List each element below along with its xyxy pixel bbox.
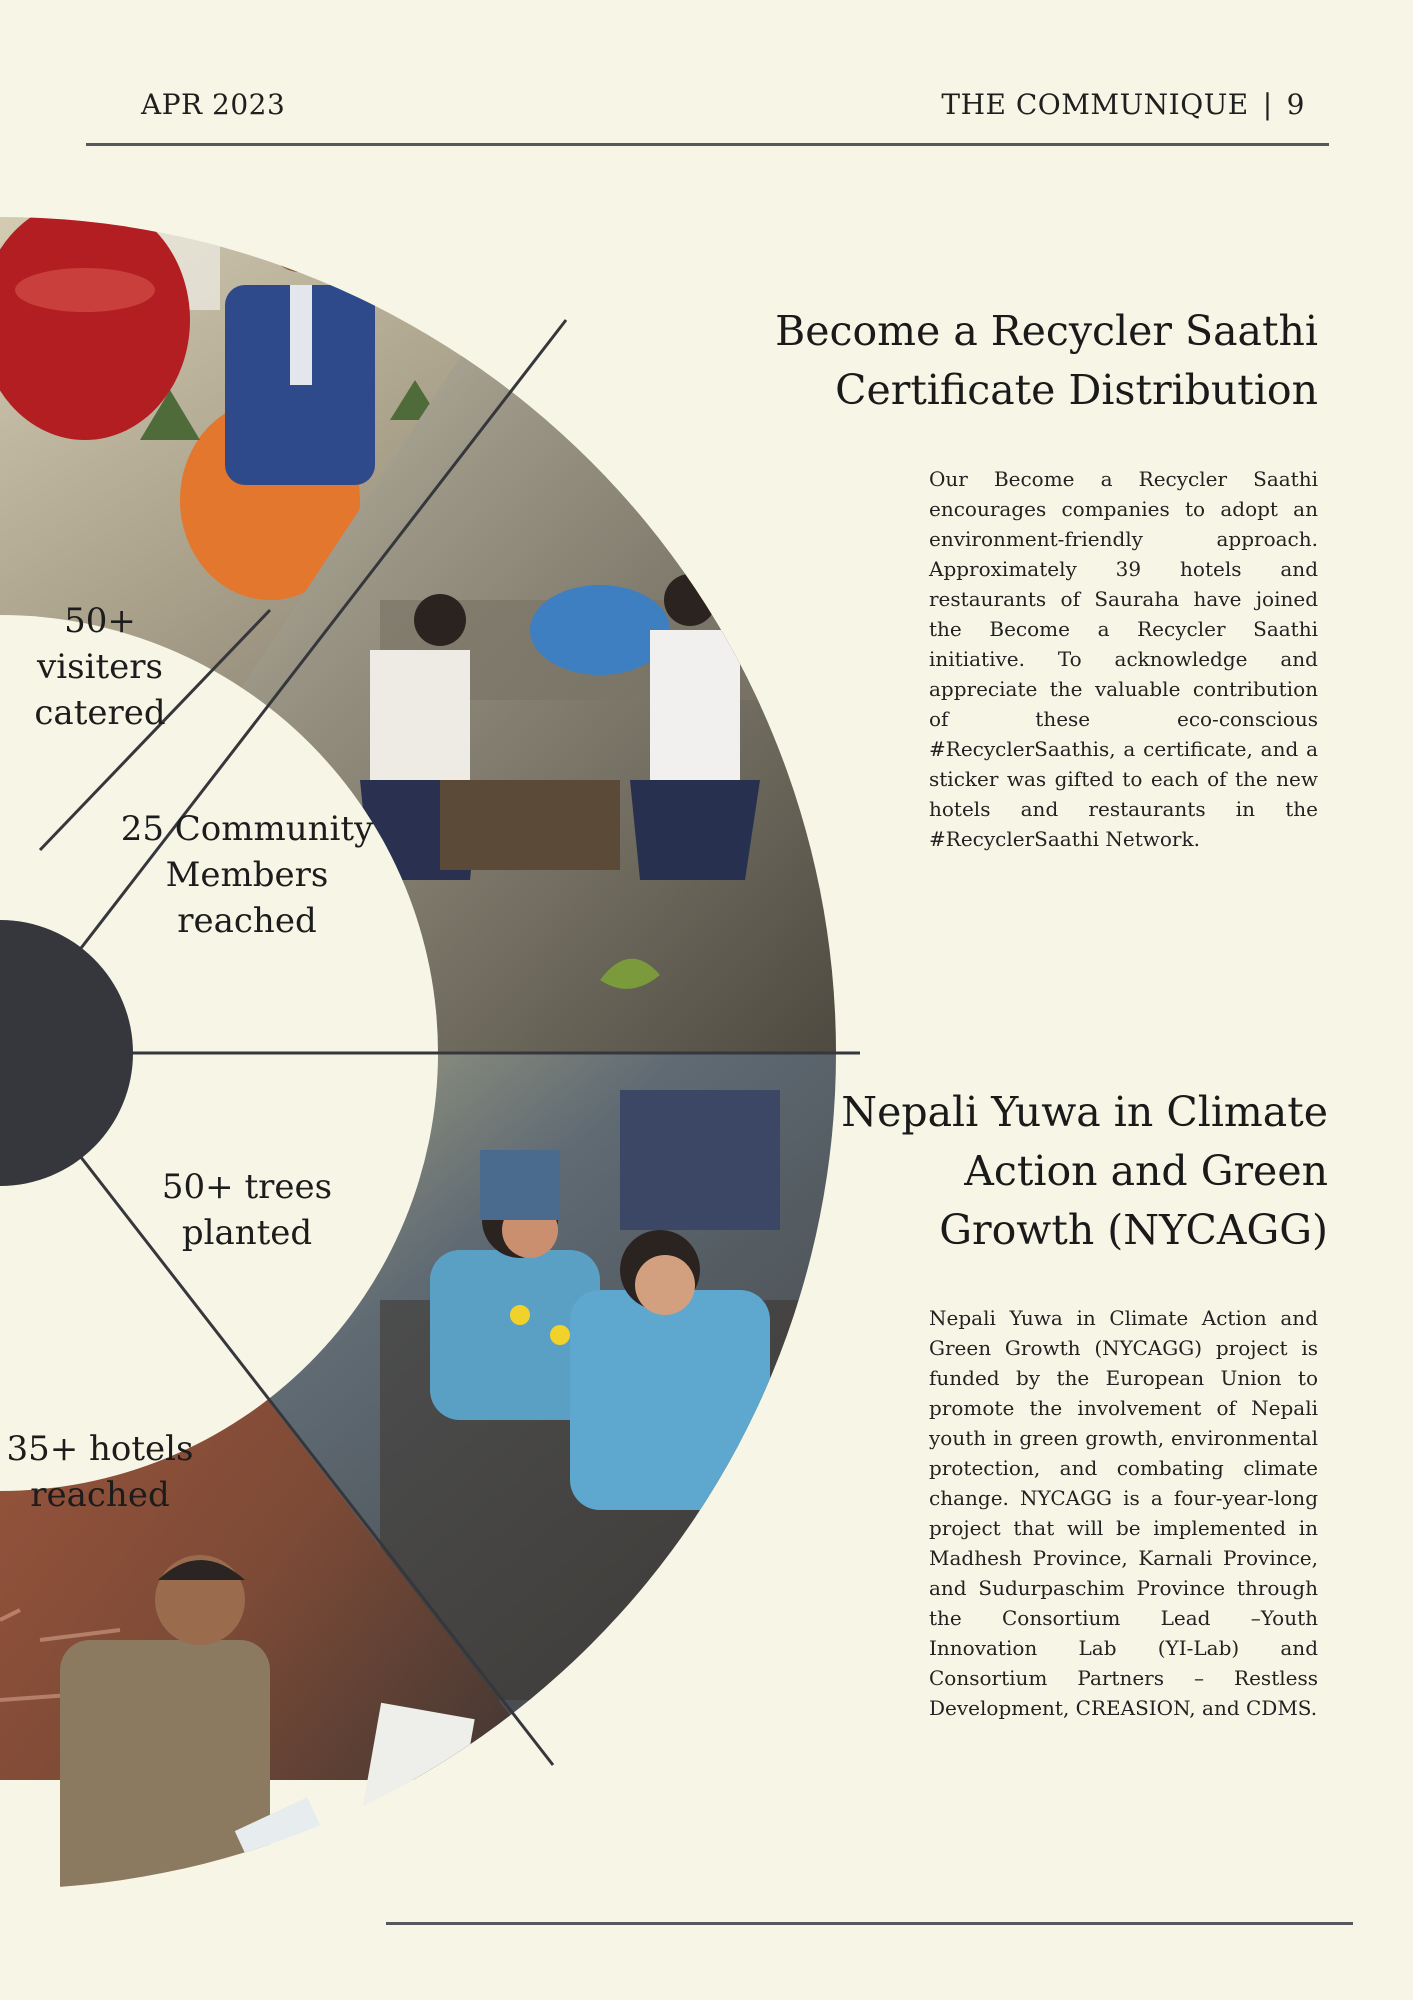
footer-rule (386, 1922, 1353, 1925)
section-body-recycler-saathi: Our Become a Recycler Saathi encourages companies to adopt an environment-friendly approach. Approximately 39 hotels and restaurants of Sauraha have joined the Become a Recycler Saathi initiative. To acknowledge and appreciate the valuable contribution of these eco-conscious #RecyclerSaathis, a certificate, and a sticker was gifted to each of the new hotels and restaurants in the #RecyclerSaathi Network. (929, 467, 1318, 851)
header-separator: | (1262, 88, 1273, 121)
stat-hotels-reached: 35+ hotels reached (6, 1429, 194, 1515)
stat-visitors: 50+ visiters catered (34, 601, 166, 733)
section-title-recycler-saathi: Become a Recycler Saathi Certificate Distribution (775, 307, 1318, 414)
publication-header (941, 88, 1305, 121)
publication-name: THE COMMUNIQUE (941, 88, 1249, 121)
page-number: 9 (1286, 88, 1305, 121)
section-body-nycagg: Nepali Yuwa in Climate Action and Green Growth (NYCAGG) project is funded by the European Union to promote the involvement of Nepali youth in green growth, environmental protection, and combating climate change. NYCAGG is a four-year-long project that will be implemented in Madhesh Province, Karnali Province, and Sudurpaschim Province through the Consortium Lead –Youth Innovation Lab (YI-Lab) and Consortium Partners – Restless Development, CREASION, and CDMS. (929, 1306, 1318, 1720)
stat-community-members: 25 Community Members reached (120, 809, 374, 941)
section-title-nycagg: Nepali Yuwa in Climate Action and Green Growth (NYCAGG) (841, 1088, 1328, 1254)
stat-trees-planted: 50+ trees planted (161, 1167, 333, 1253)
issue-date: APR 2023 (141, 88, 286, 121)
